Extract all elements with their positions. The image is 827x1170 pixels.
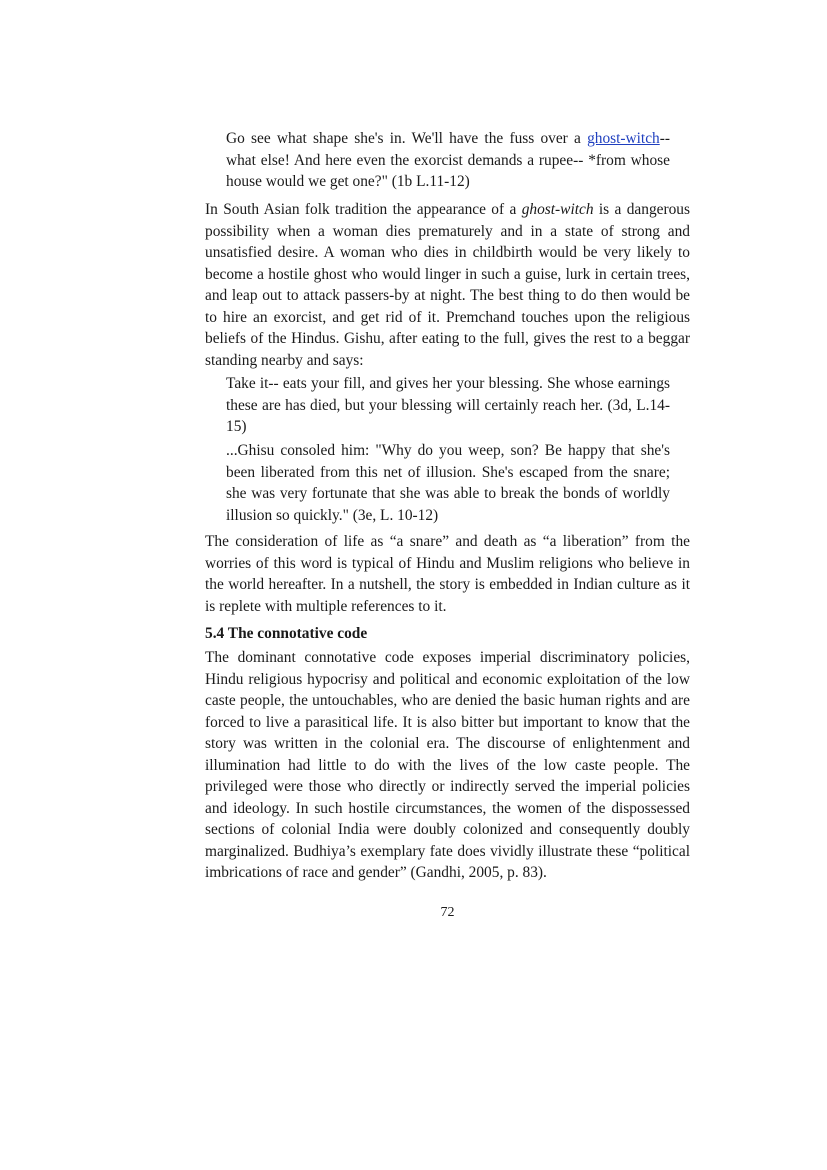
block-quote-3: ...Ghisu consoled him: "Why do you weep, son? Be happy that she's been liberated from this net of illusion. She's escaped from the snare; she was very fortunate that she was able to break the bonds of worldly illusion so quickly." (3e, L. 10-12) (226, 442, 670, 524)
paragraph-text: is a dangerous possibility when a woman dies prematurely and in a state of strong and unsatisfied desire. A woman who dies in childbirth would be very likely to become a hostile ghost who would linger in such a guise, lurk in certain trees, and leap out to attack passers-by at night. The best thing to do then would be to hire an exorcist, and get rid of it. Premchand touches upon the religious beliefs of the Hindus. Gishu, after eating to the full, gives the rest to a beggar standing nearby and says: (205, 201, 690, 369)
page-number: 72 (440, 905, 455, 920)
emphasis-term: ghost-witch (521, 201, 594, 218)
block-quote-1 (226, 128, 670, 193)
paragraph-folk-tradition (205, 199, 690, 371)
paragraph-text: In South Asian folk tradition the appearance of a (205, 201, 522, 218)
quote-text: -- what else! And here even the exorcist demands a rupee-- *from whose house would we get one?" (1b L.11-12) (226, 130, 670, 190)
paragraph-snare-liberation: The consideration of life as “a snare” and death as “a liberation” from the worries of this word is typical of Hindu and Muslim religions who believe in the world hereafter. In a nutshell, the story is embedded in Indian culture as it is replete with multiple references to it. (205, 533, 690, 615)
quote-text: Go see what shape she's in. We'll have the fuss over a (226, 130, 588, 147)
ghost-witch-link[interactable]: ghost-witch (587, 130, 660, 147)
block-quote-2: Take it-- eats your fill, and gives her your blessing. She whose earnings these are has died, but your blessing will certainly reach her. (3d, L.14-15) (226, 375, 670, 435)
section-heading: 5.4 The connotative code (205, 625, 368, 642)
paragraph-connotative-code: The dominant connotative code exposes imperial discriminatory policies, Hindu religious hypocrisy and political and economic exploitation of the low caste people, the untouchables, who are denied the basic human rights and are forced to live a parasitical life. It is also bitter but important to know that the story was written in the colonial era. The discourse of enlightenment and illumination had little to do with the lives of the low caste people. The privileged were those who directly or indirectly served the imperial policies and ideology. In such hostile circumstances, the women of the dispossessed sections of colonial India were doubly colonized and consequently doubly marginalized. Budhiya’s exemplary fate does vividly illustrate these “political imbrications of race and gender” (Gandhi, 2005, p. 83). (205, 649, 690, 881)
